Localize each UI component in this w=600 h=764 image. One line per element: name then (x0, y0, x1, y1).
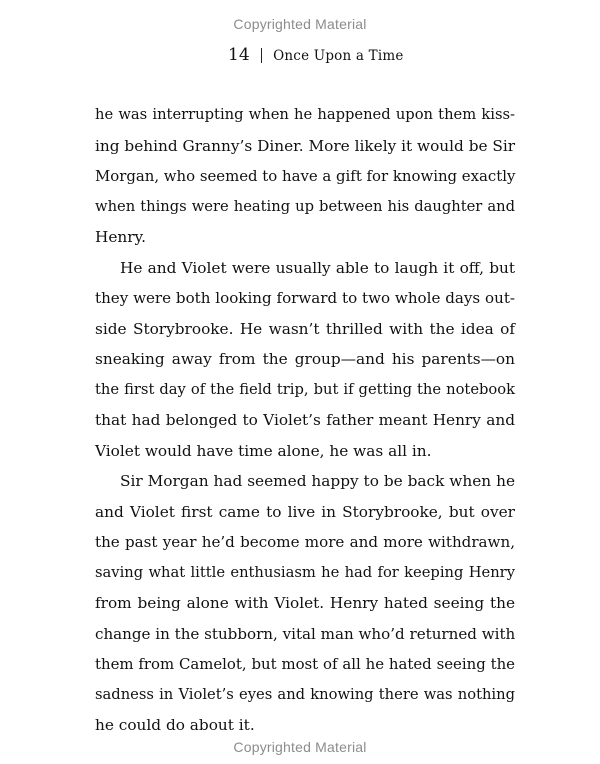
text-line: from being alone with Violet. Henry hated seeing the (95, 594, 515, 612)
text-line: change in the stubborn, vital man who’d returned with (95, 624, 516, 643)
text-line: that had belonged to Violet’s father meant Henry and (95, 411, 515, 429)
text-line: He and Violet were usually able to laugh it off, but (120, 258, 515, 277)
text-line: he was interrupting when he happened upon them kiss- (95, 106, 515, 123)
book-title: Once Upon a Time (273, 48, 404, 64)
running-header (228, 45, 404, 65)
text-line: ing behind Granny’s Diner. More likely it would be Sir (95, 136, 516, 155)
header-separator (261, 48, 263, 63)
text-line: sneaking away from the group—and his parents—on (95, 350, 515, 368)
text-line: the first day of the field trip, but if getting the notebook (95, 380, 515, 398)
text-line: sadness in Violet’s eyes and knowing there was nothing (95, 685, 515, 703)
text-line: side Storybrooke. He wasn’t thrilled with the idea of (95, 319, 515, 338)
text-line: Henry. (95, 228, 147, 246)
text-line: the past year he’d become more and more withdrawn, (95, 533, 515, 551)
text-line: Violet would have time alone, he was all in. (95, 441, 432, 460)
copyright-watermark-top: Copyrighted Material (233, 16, 367, 32)
copyright-watermark-bottom: Copyrighted Material (233, 739, 367, 755)
text-line: Sir Morgan had seemed happy to be back when he (120, 472, 515, 490)
text-line: they were both looking forward to two whole days out- (95, 289, 515, 307)
text-line: when things were heating up between his daughter and (95, 197, 515, 215)
text-line: and Violet first came to live in Storybrooke, but over (95, 502, 515, 521)
page-body (95, 100, 515, 741)
page-number: 14 (228, 45, 250, 65)
text-line: Morgan, who seemed to have a gift for knowing exactly (95, 167, 516, 185)
text-line: saving what little enthusiasm he had for keeping Henry (95, 563, 515, 581)
text-line: them from Camelot, but most of all he hated seeing the (95, 655, 515, 673)
text-line: he could do about it. (95, 716, 255, 734)
